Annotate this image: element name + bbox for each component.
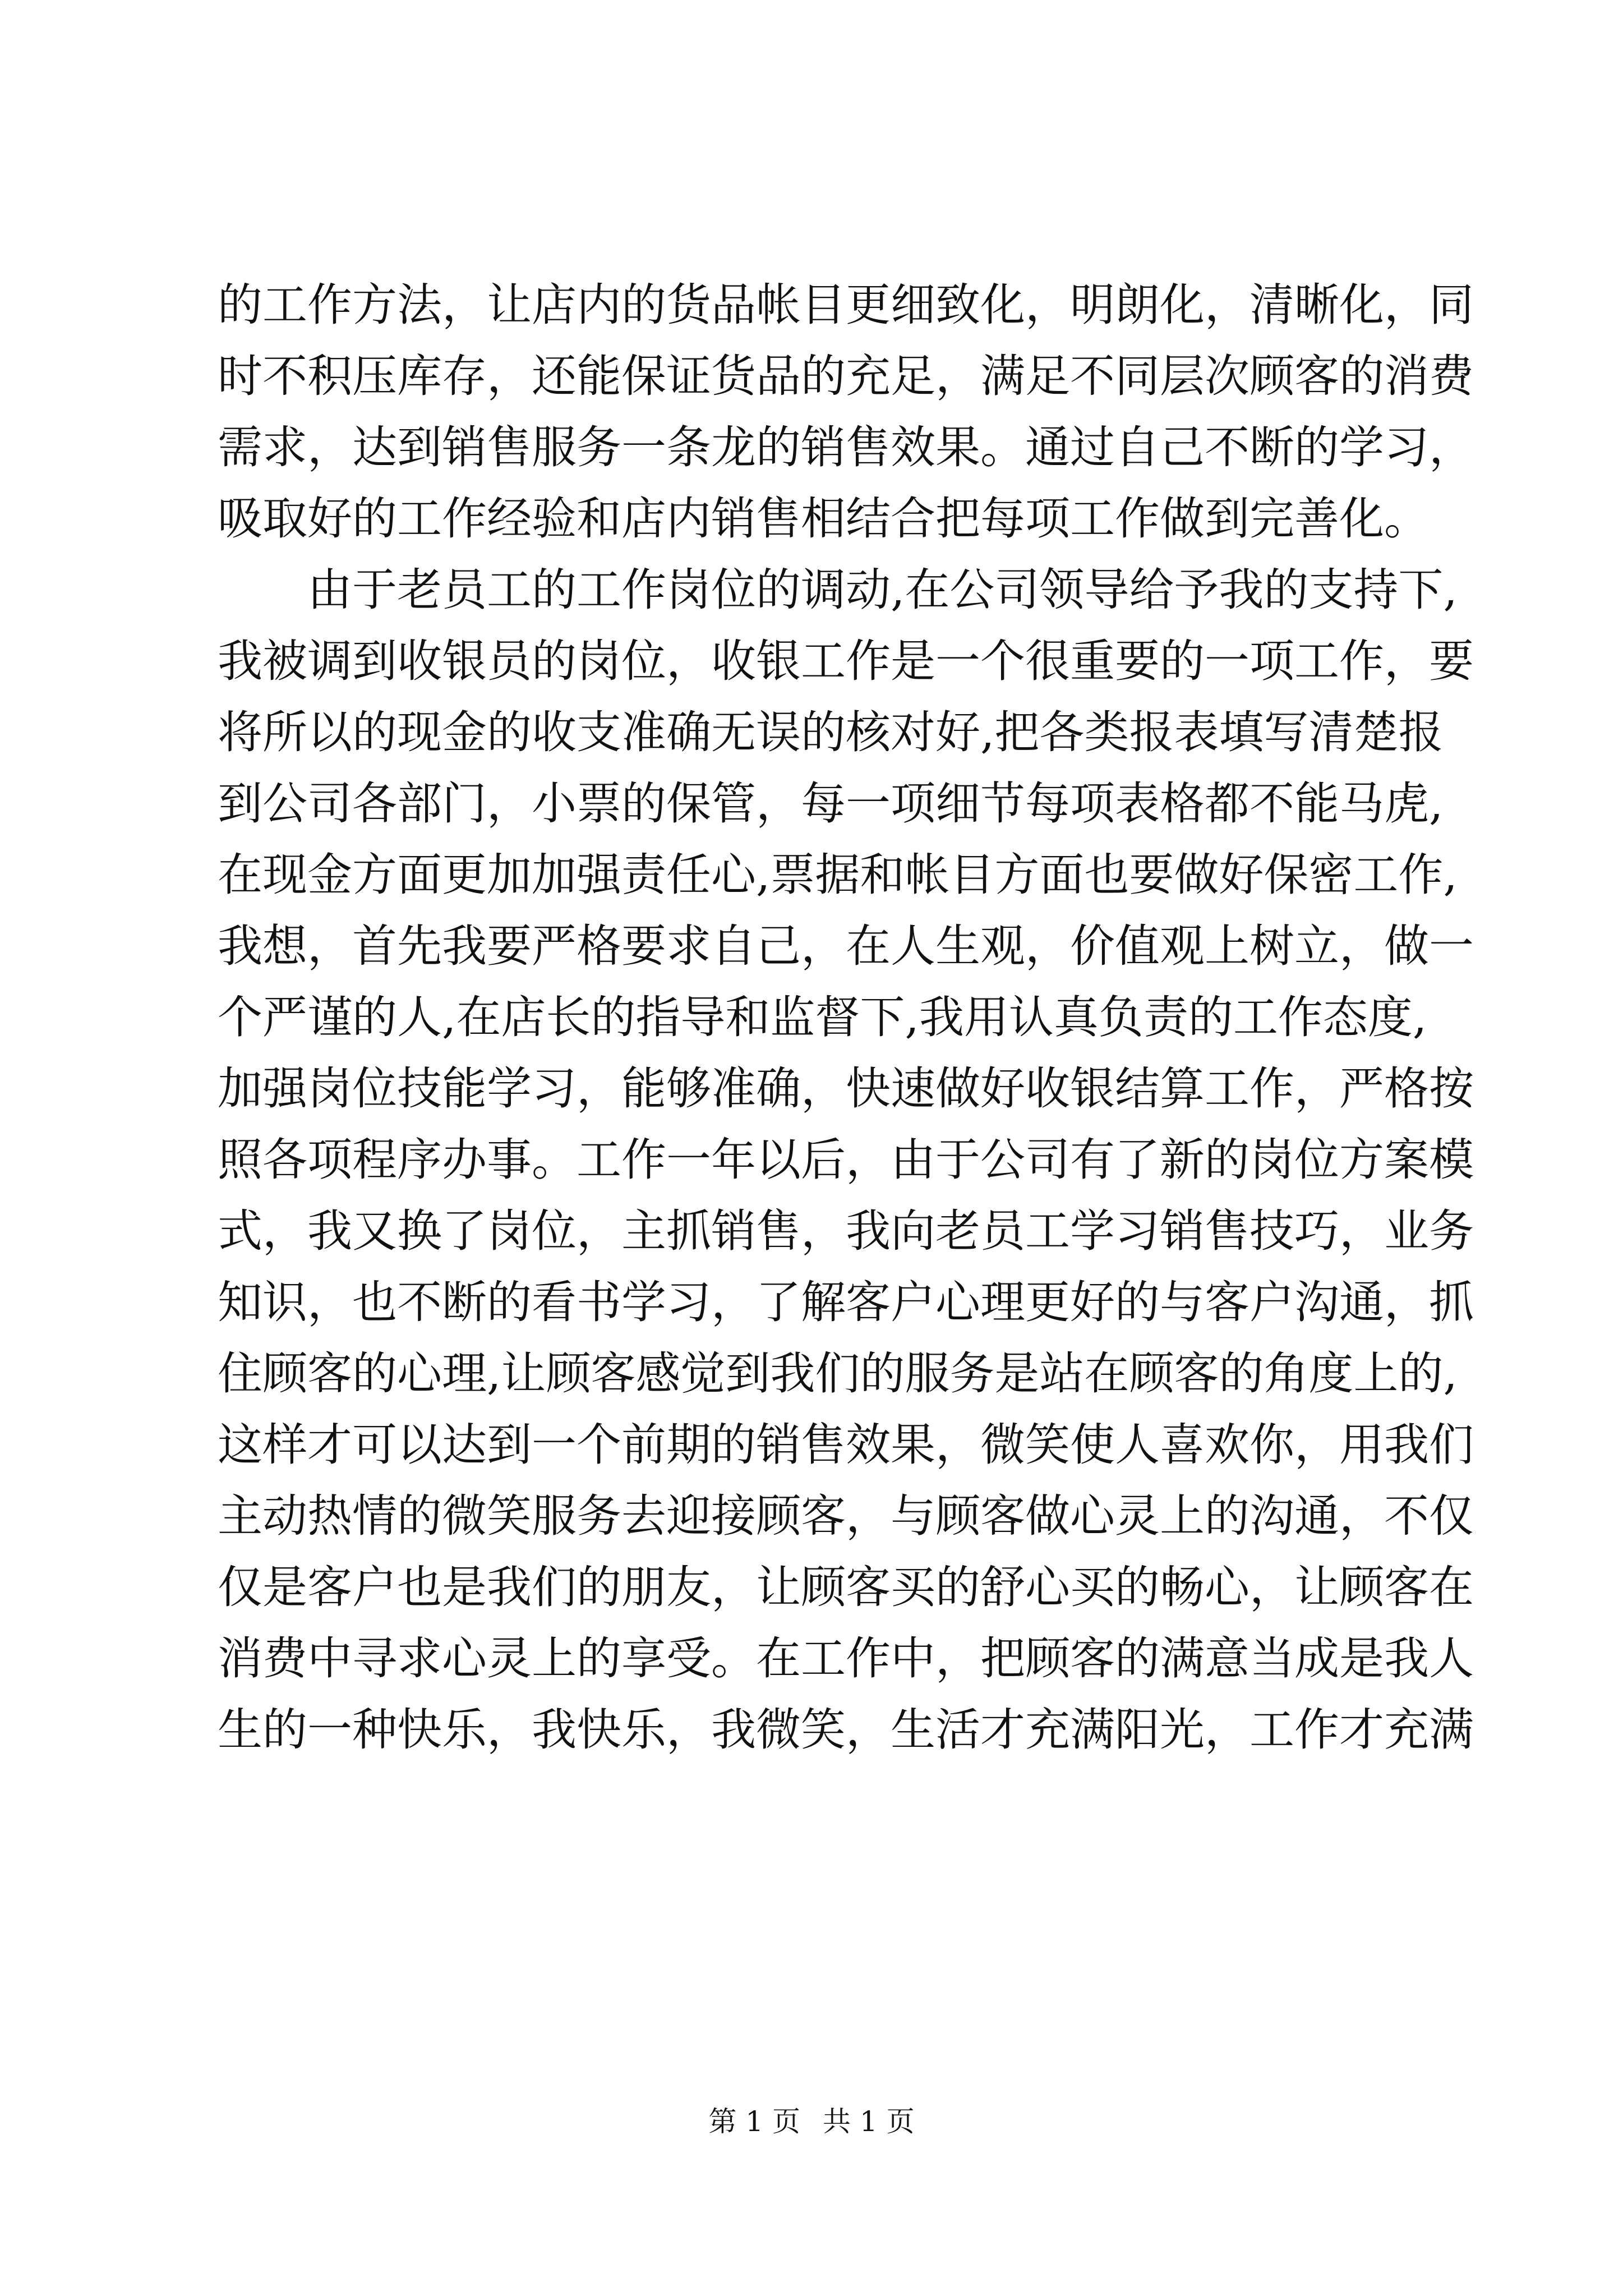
- text-line: 知识，也不断的看书学习，了解客户心理更好的与客户沟通，抓: [218, 1276, 1474, 1328]
- text-line: 需求，达到销售服务一条龙的销售效果。通过自己不断的学习，: [218, 421, 1474, 473]
- page-footer: [0, 2105, 1623, 2138]
- page-total: 共 1 页: [823, 2105, 915, 2138]
- text-line: 个严谨的人,在店长的指导和监督下,我用认真负责的工作态度,: [218, 991, 1427, 1043]
- text-line: 到公司各部门，小票的保管，每一项细节每项表格都不能马虎,: [218, 777, 1444, 830]
- text-line: 由于老员工的工作岗位的调动,在公司领导给予我的支持下,: [307, 564, 1458, 616]
- text-line: 照各项程序办事。工作一年以后，由于公司有了新的岗位方案模: [218, 1134, 1474, 1186]
- text-line: 生的一种快乐，我快乐，我微笑，生活才充满阳光，工作才充满: [218, 1704, 1474, 1756]
- text-line: 仅是客户也是我们的朋友，让顾客买的舒心买的畅心，让顾客在: [218, 1561, 1474, 1613]
- text-line: 吸取好的工作经验和店内销售相结合把每项工作做到完善化。: [218, 493, 1429, 545]
- text-line: 在现金方面更加加强责任心,票据和帐目方面也要做好保密工作,: [218, 849, 1458, 901]
- text-line: 式，我又换了岗位，主抓销售，我向老员工学习销售技巧，业务: [218, 1205, 1474, 1257]
- text-line: 这样才可以达到一个前期的销售效果，微笑使人喜欢你，用我们: [218, 1419, 1474, 1471]
- text-line: 加强岗位技能学习，能够准确，快速做好收银结算工作，严格按: [218, 1062, 1474, 1115]
- text-line: 消费中寻求心灵上的享受。在工作中，把顾客的满意当成是我人: [218, 1632, 1474, 1685]
- text-line: 我被调到收银员的岗位，收银工作是一个很重要的一项工作，要: [218, 635, 1474, 687]
- text-line: 住顾客的心理,让顾客感觉到我们的服务是站在顾客的角度上的,: [218, 1347, 1458, 1400]
- document-body: [218, 269, 1474, 1765]
- text-line: 我想，首先我要严格要求自己，在人生观，价值观上树立，做一: [218, 920, 1474, 972]
- text-line: 将所以的现金的收支准确无误的核对好,把各类报表填写清楚报: [218, 706, 1444, 758]
- page-number: 第 1 页: [708, 2105, 800, 2138]
- text-line: 时不积压库存，还能保证货品的充足，满足不同层次顾客的消费: [218, 350, 1474, 402]
- text-line: 主动热情的微笑服务去迎接顾客，与顾客做心灵上的沟通，不仅: [218, 1490, 1474, 1542]
- text-line: 的工作方法，让店内的货品帐目更细致化，明朗化，清晰化，同: [218, 279, 1474, 331]
